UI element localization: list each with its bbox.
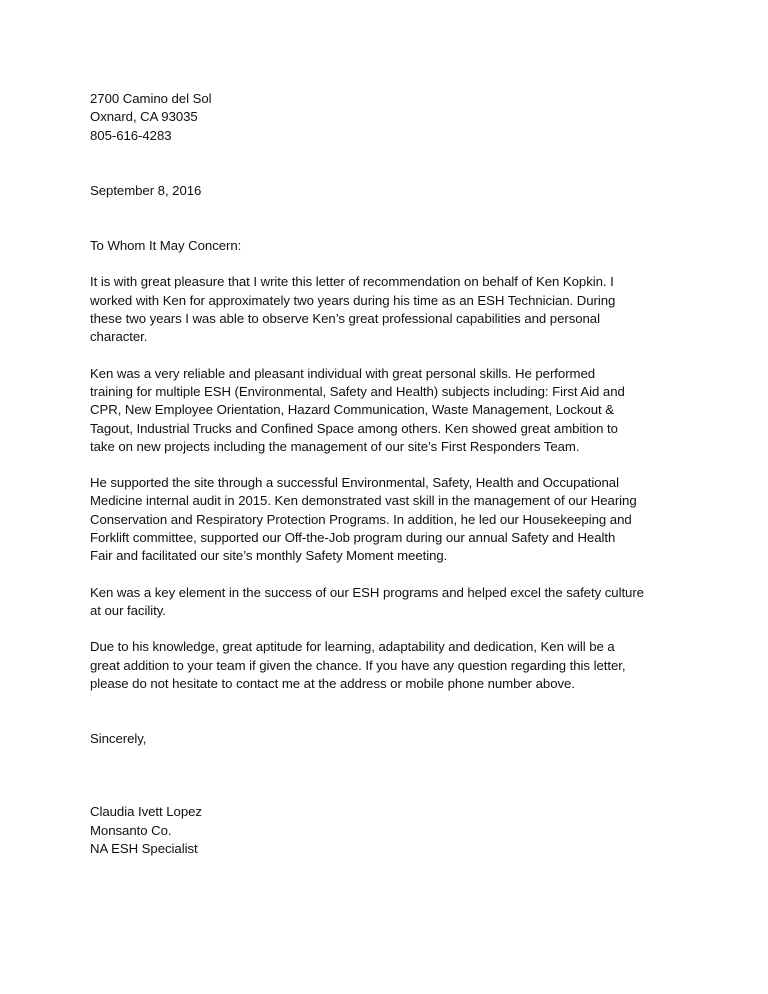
paragraph-line: He supported the site through a successful Environmental, Safety, Health and Occupational — [90, 475, 619, 491]
sender-street: 2700 Camino del Sol — [90, 91, 212, 106]
salutation — [90, 237, 690, 255]
paragraph-line: take on new projects including the management of our site’s First Responders Team. — [90, 438, 580, 454]
paragraph-line: CPR, New Employee Orientation, Hazard Communication, Waste Management, Lockout & — [90, 402, 614, 418]
paragraph-skills — [90, 365, 690, 456]
date-text: September 8, 2016 — [90, 182, 202, 198]
sender-phone: 805-616-4283 — [90, 127, 172, 143]
letter-date — [90, 182, 690, 200]
paragraph-line: great addition to your team if given the chance. If you have any question regarding this letter, — [90, 657, 626, 673]
paragraph-line: worked with Ken for approximately two years during his time as an ESH Technician. During — [90, 292, 616, 308]
paragraph-line: Due to his knowledge, great aptitude for learning, adaptability and dedication, Ken will be a — [90, 639, 615, 655]
letter-body — [90, 90, 690, 858]
signature-company: Monsanto Co. — [90, 822, 172, 838]
paragraph-key-element — [90, 584, 690, 621]
signature-block — [90, 803, 690, 858]
paragraph-line: Fair and facilitated our site’s monthly Safety Moment meeting. — [90, 548, 448, 564]
paragraph-intro — [90, 273, 690, 346]
paragraph-line: Forklift committee, supported our Off-the-Job program during our annual Safety and Health — [90, 530, 616, 546]
paragraph-line: Ken was a very reliable and pleasant individual with great personal skills. He performed — [90, 365, 596, 381]
paragraph-line: It is with great pleasure that I write this letter of recommendation on behalf of Ken Kopkin. I — [90, 274, 614, 290]
closing — [90, 730, 690, 748]
paragraph-line: training for multiple ESH (Environmental, Safety and Health) subjects including: First Aid and — [90, 383, 625, 399]
paragraph-line: Tagout, Industrial Trucks and Confined Space among others. Ken showed great ambition to — [90, 420, 618, 436]
paragraph-line: Ken was a key element in the success of our ESH programs and helped excel the safety culture — [90, 584, 644, 600]
paragraph-line: Medicine internal audit in 2015. Ken demonstrated vast skill in the management of our Hearing — [90, 493, 637, 509]
sender-address — [90, 90, 690, 145]
paragraph-line: character. — [90, 329, 148, 345]
sender-city: Oxnard, CA 93035 — [90, 109, 198, 125]
paragraph-line: at our facility. — [90, 602, 166, 618]
salutation-text: To Whom It May Concern: — [90, 238, 242, 254]
paragraph-conclusion — [90, 638, 690, 693]
closing-text: Sincerely, — [90, 731, 147, 747]
paragraph-line: please do not hesitate to contact me at the address or mobile phone number above. — [90, 675, 575, 691]
signature-title: NA ESH Specialist — [90, 841, 198, 857]
paragraph-audit — [90, 474, 690, 565]
signature-name: Claudia Ivett Lopez — [90, 804, 202, 820]
paragraph-line: Conservation and Respiratory Protection Programs. In addition, he led our Housekeeping and — [90, 511, 632, 527]
paragraph-line: these two years I was able to observe Ken’s great professional capabilities and personal — [90, 311, 600, 327]
